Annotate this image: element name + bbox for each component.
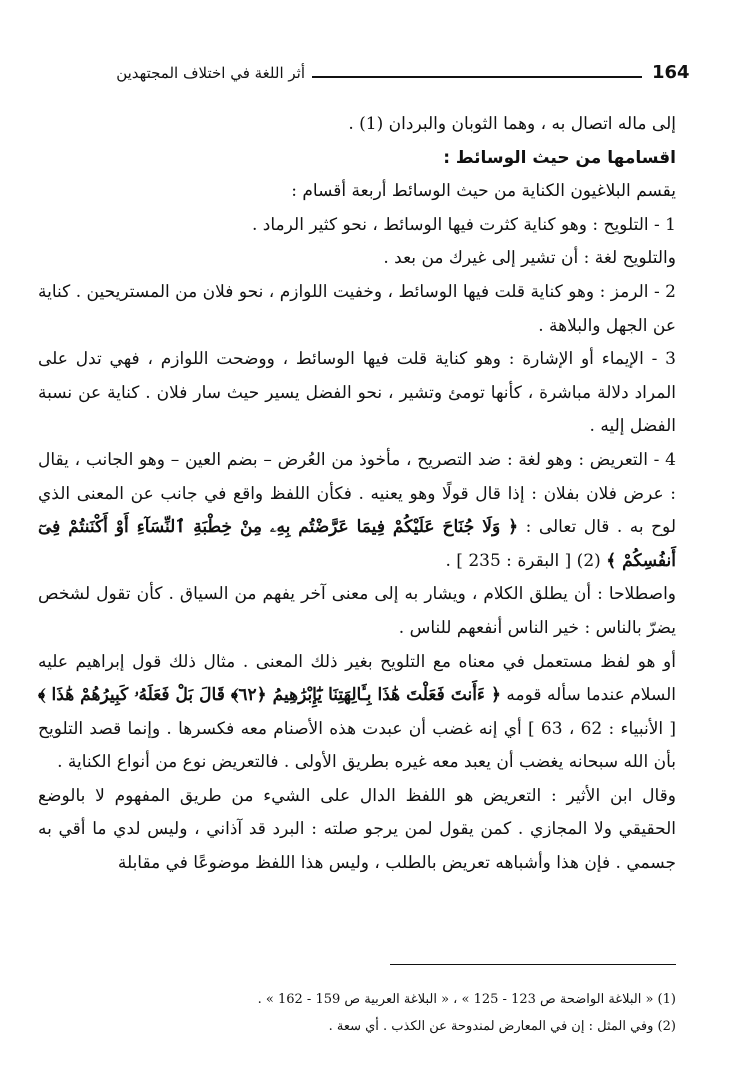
quran-verse: ﴿ ءَأَنتَ فَعَلْتَ هَٰذَا بِـَٔالِهَتِنَا يَٰٓإِبْرَٰهِيمُ ﴿٦٢﴾ قَالَ بَلْ فَعَلَهُۥ كَبِيرُهُمْ هَٰذَا ﴾ (38, 685, 501, 706)
paragraph-text: أو هو لفظ مستعمل في معناه مع التلويح بغير ذلك المعنى . مثال ذلك قول إبراهيم عليه السلام عندما سأله قومه (38, 651, 677, 706)
paragraph-text: 4 - التعريض : وهو لغة : ضد التصريح ، مأخوذ من العُرض – بضم العين – وهو الجانب ، يقال : عرض فلان بفلان : إذا قال قولًا وهو يعنيه . فكأن اللفظ واقع في جانب عن المعنى الذي لوح به . قال تعالى : (38, 449, 677, 538)
footnote-rule (390, 964, 676, 965)
paragraph-text: [ الأنبياء : 62 ، 63 ] أي إنه غضب أن عبدت هذه الأصنام معه فكسرها . وإنما قصد التلويح بأن الله سبحانه يغضب أن يعبد معه غيره بطريق الأولى . فالتعريض نوع من أنواع الكناية . (38, 718, 677, 773)
paragraph: وقال ابن الأثير : التعريض هو اللفظ الدال على الشيء من طريق المفهوم لا بالوضع الحقيقي ولا المجازي . كمن يقول لمن يرجو صلته : البرد قد آذاني ، وليس لدي ما أقي به جسمي . فإن هذا وأشباهه تعريض بالطلب ، وليس هذا اللفظ موضوعًا في مقابلة (38, 785, 676, 874)
paragraph-text: (2) [ البقرة : 235 ] . (445, 550, 601, 571)
paragraph (38, 646, 676, 780)
page-header (50, 62, 702, 90)
section-heading: اقسامها من حيث الوسائط : (443, 147, 676, 168)
footnote: (1) « البلاغة الواضحة ص 123 - 125 » ، « البلاغة العربية ص 159 - 162 » . (257, 992, 676, 1007)
paragraph: 1 - التلويح : وهو كناية كثرت فيها الوسائط ، نحو كثير الرماد . (251, 214, 676, 235)
paragraph: إلى ماله اتصال به ، وهما الثوبان والبردان (1) . (348, 114, 676, 134)
paragraph: 2 - الرمز : وهو كناية قلت فيها الوسائط ، وخفيت اللوازم ، نحو فلان من المستريحين . كناية عن الجهل والبلاهة . (38, 281, 676, 336)
header-rule (312, 76, 642, 78)
body-text (38, 108, 676, 881)
paragraph: يقسم البلاغيون الكناية من حيث الوسائط أربعة أقسام : (291, 181, 676, 202)
footnote: (2) وفي المثل : إن في المعارض لمندوحة عن الكذب . أي سعة . (328, 1019, 676, 1034)
paragraph: والتلويح لغة : أن تشير إلى غيرك من بعد . (383, 248, 676, 269)
page-number: 164 (652, 62, 690, 83)
quran-verse: ﴿ وَلَا جُنَاحَ عَلَيْكُمْ فِيمَا عَرَّضْتُم بِهِۦ مِنْ خِطْبَةِ ٱلنِّسَآءِ أَوْ أَكْنَنتُمْ فِىٓ أَنفُسِكُمْ ﴾ (38, 517, 676, 571)
running-title: أثر اللغة في اختلاف المجتهدين (116, 64, 305, 82)
paragraph: 3 - الإيماء أو الإشارة : وهو كناية قلت فيها الوسائط ، ووضحت اللوازم ، فهي تدل على المراد دلالة مباشرة ، كأنها تومئ وتشير ، نحو الفضل يسير حيث سار فلان . كناية عن نسبة الفضل إليه . (38, 349, 676, 437)
paragraph (38, 444, 676, 578)
footnotes (38, 986, 676, 1040)
paragraph: واصطلاحا : أن يطلق الكلام ، ويشار به إلى معنى آخر يفهم من السياق . كأن تقول لشخص يضرّ بالناس : خير الناس أنفعهم للناس . (38, 584, 676, 638)
